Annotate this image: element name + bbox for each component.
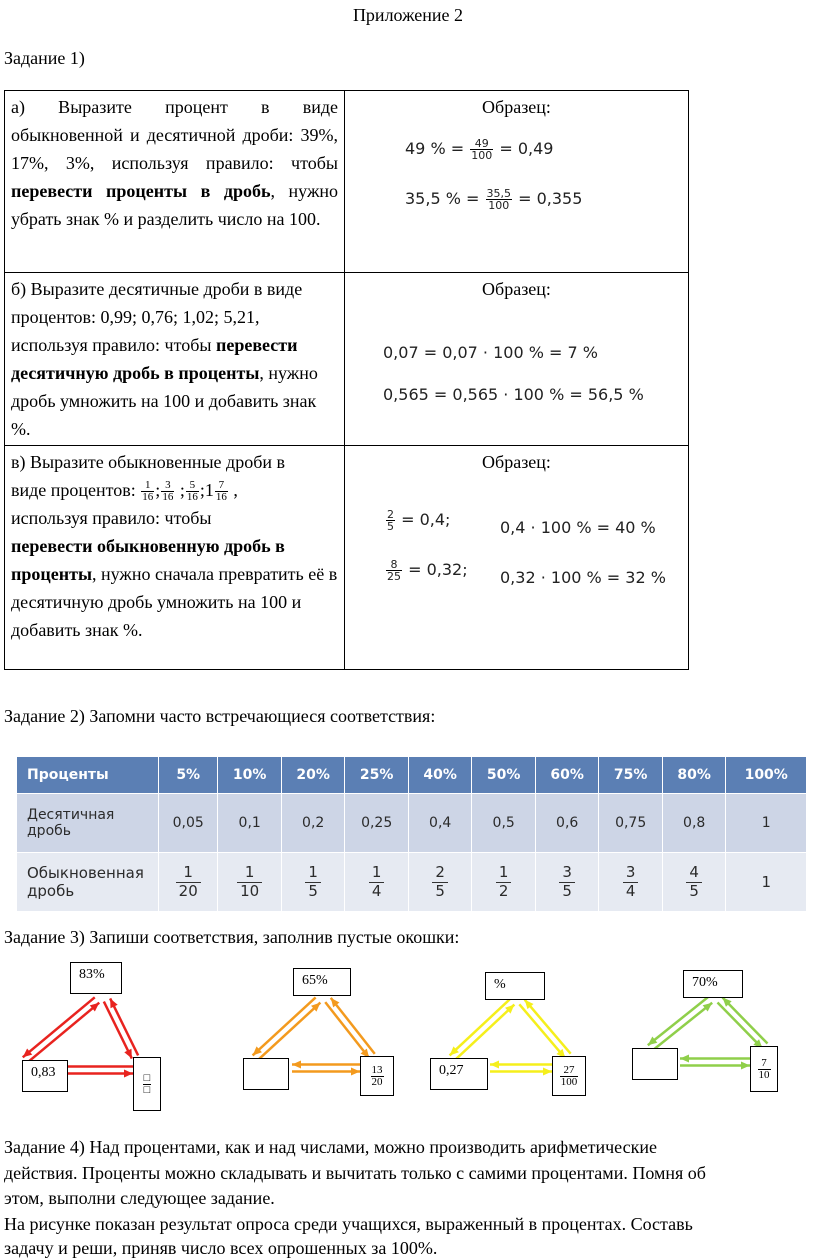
- decimal-row-label: Десятичная дробь: [17, 794, 159, 853]
- fraction-denominator: 10: [240, 881, 260, 900]
- percent-cell: 10%: [218, 757, 282, 794]
- row-c-rule: перевести обыкновенную дробь в проценты: [11, 536, 285, 584]
- percent-box: 65%: [293, 968, 351, 996]
- decimal-cell: 0,1: [218, 794, 282, 853]
- decimal-cell: 0,75: [599, 794, 663, 853]
- fraction-denominator: 16: [162, 491, 174, 504]
- task4-line3: этом, выполни следующее задание.: [4, 1188, 275, 1208]
- arrow-line: [325, 1002, 369, 1058]
- separator: ;: [199, 480, 205, 500]
- fraction-denominator: 16: [215, 491, 227, 504]
- fraction-numerator: 35,5: [486, 187, 511, 200]
- task4-line1: Задание 4) Над процентами, как и над числами, можно производить арифметические: [4, 1137, 657, 1157]
- fraction-denominator: 4: [625, 881, 636, 900]
- fraction-denominator: 25: [387, 570, 401, 583]
- row-a-rule: перевести проценты в дробь: [11, 181, 271, 201]
- separator: ,: [228, 480, 238, 500]
- arrow-line: [525, 1000, 571, 1054]
- arrow-head: [741, 1062, 750, 1070]
- task4-line4: На рисунке показан результат опроса среди учащихся, выраженный в процентах. Составь: [4, 1214, 693, 1234]
- arrow-line: [717, 1002, 762, 1048]
- fraction-numerator: □: [143, 1071, 151, 1084]
- row-b-rule: перевести десятичную дробь в проценты: [11, 335, 298, 383]
- decimal-box: 0,27: [430, 1058, 488, 1090]
- mixed-whole: 1: [204, 480, 214, 500]
- fraction-numerator: 3: [559, 864, 575, 882]
- arrow-line: [723, 998, 768, 1044]
- fraction-box: [133, 1057, 161, 1111]
- sample-eq-0-565: 0,565 = 0,565 · 100 % = 56,5 %: [383, 385, 644, 404]
- fraction-denominator: 20: [371, 1075, 383, 1088]
- decimal-cell: 0,8: [662, 794, 726, 853]
- eq-left: 35,5 % =: [405, 189, 480, 208]
- row-c-tail: , нужно сначала превратить её в десятичную дробь умножить на 100 и добавить знак %.: [11, 564, 338, 640]
- arrow-line: [110, 998, 138, 1055]
- arrow-head: [543, 1068, 552, 1076]
- box-fraction: [143, 1073, 152, 1096]
- percent-cell: 50%: [472, 757, 536, 794]
- arrow-head: [680, 1055, 689, 1063]
- percent-cell: 60%: [535, 757, 599, 794]
- fraction-numerator: 4: [686, 864, 702, 882]
- fraction-denominator: 16: [142, 491, 154, 504]
- fraction-numerator: 49: [470, 138, 493, 150]
- fraction-denominator: 5: [689, 881, 699, 900]
- arrow-head: [351, 1068, 360, 1076]
- sample-eq-0-07: 0,07 = 0,07 · 100 % = 7 %: [383, 343, 598, 362]
- eq-left: 49 % =: [405, 139, 465, 158]
- fraction-box: [750, 1046, 778, 1092]
- task4-line5: задачу и реши, приняв число всех опрошенных за 100%.: [4, 1238, 438, 1258]
- arrow-line: [450, 999, 510, 1055]
- fraction-denominator: 5: [308, 881, 318, 900]
- decimal-cell: 1: [726, 794, 807, 853]
- sample-label: Образец:: [482, 97, 551, 117]
- fraction-numerator: 3: [623, 864, 639, 882]
- percent-box: %: [485, 972, 545, 1000]
- fraction-denominator: 100: [560, 1075, 578, 1088]
- fraction-numerator: 7: [758, 1058, 771, 1070]
- decimal-cell: 0,4: [408, 794, 472, 853]
- arrow-head: [292, 1061, 301, 1069]
- eq-right: = 0,49: [499, 139, 554, 158]
- task2-heading: Задание 2) Запомни часто встречающиеся соответствия:: [4, 706, 436, 726]
- sample-eq-40-percent: 0,4 · 100 % = 40 %: [500, 518, 656, 537]
- sample-eq-32-percent: 0,32 · 100 % = 32 %: [500, 568, 666, 587]
- percent-cell: 25%: [345, 757, 409, 794]
- decimal-cell: 0,05: [159, 794, 218, 853]
- box-fraction: [371, 1065, 384, 1088]
- fraction-numerator: 8: [386, 559, 402, 571]
- eq-mid: = 0,32;: [408, 560, 468, 579]
- box-fraction: [758, 1058, 771, 1081]
- percent-cell: 20%: [281, 757, 345, 794]
- fraction-numerator: 2: [387, 508, 394, 521]
- sample-label: Образец:: [482, 452, 551, 472]
- fraction-numerator: 3: [161, 480, 174, 492]
- percent-cell: 75%: [599, 757, 663, 794]
- fraction-denominator: 2: [498, 881, 509, 900]
- row-a-tail: , нужно убрать знак % и разделить число на 100.: [11, 181, 339, 229]
- arrow-line: [257, 1003, 320, 1061]
- row-c-line1: в) Выразите обыкновенные дроби в: [11, 452, 285, 472]
- decimal-cell: 0,25: [345, 794, 409, 853]
- fraction-numerator: 27: [560, 1065, 579, 1077]
- separator: ;: [155, 480, 161, 500]
- percent-cell: 80%: [662, 757, 726, 794]
- fraction-row-label: Обыкновенная дробь: [17, 853, 159, 912]
- fraction-numerator: 1: [237, 864, 262, 882]
- decimal-cell: 0,2: [281, 794, 345, 853]
- percent-cell: 100%: [726, 757, 807, 794]
- fraction-numerator: 1: [176, 864, 201, 882]
- fraction-numerator: 5: [186, 480, 199, 492]
- arrow-line: [454, 1005, 514, 1061]
- arrow-line: [331, 998, 375, 1054]
- percent-row-label: Проценты: [17, 757, 159, 794]
- decimal-cell: 0,5: [472, 794, 536, 853]
- task1-heading: Задание 1): [4, 48, 85, 68]
- separator: ;: [175, 480, 185, 500]
- fraction-denominator: 5: [387, 520, 394, 533]
- arrow-line: [23, 997, 95, 1057]
- decimal-box: [243, 1058, 289, 1090]
- percent-box: 70%: [683, 970, 743, 998]
- decimal-box: [632, 1048, 678, 1080]
- fraction-numerator: 1: [496, 864, 512, 882]
- fraction-cell: 1: [726, 853, 807, 912]
- fraction-denominator: 16: [186, 491, 198, 504]
- task3-heading: Задание 3) Запиши соответствия, заполнив пустые окошки:: [4, 927, 460, 947]
- row-a-text: а) Выразите процент в виде обыкновенной и десятичной дроби: 39%, 17%, 3%, используя правило: чтобы: [11, 97, 338, 173]
- decimal-box: 0,83: [22, 1060, 68, 1092]
- fraction-numerator: 1: [141, 480, 154, 492]
- percent-box: 83%: [70, 962, 122, 994]
- appendix-title: Приложение 2: [352, 5, 464, 25]
- fraction-denominator: 5: [562, 881, 572, 900]
- arrow-line: [27, 1003, 99, 1063]
- box-fraction: [560, 1065, 579, 1088]
- fraction-denominator: 100: [471, 149, 493, 162]
- row-b-text: б) Выразите десятичные дроби в виде процентов: 0,99; 0,76; 1,02; 5,21, используя правило: чтобы: [11, 279, 303, 355]
- row-b-tail: , нужно дробь умножить на 100 и добавить знак %.: [11, 363, 318, 439]
- fraction-denominator: 10: [758, 1068, 770, 1081]
- decimal-cell: 0,6: [535, 794, 599, 853]
- fraction-numerator: 13: [371, 1063, 383, 1076]
- sample-label: Образец:: [482, 279, 551, 299]
- task4-line2: действия. Проценты можно складывать и вычитать только с самими процентами. Помня об: [4, 1163, 706, 1183]
- fraction-numerator: 7: [215, 480, 228, 492]
- arrow-line: [652, 1003, 712, 1051]
- arrow-line: [648, 997, 708, 1045]
- arrow-head: [490, 1061, 499, 1069]
- fraction-box: [360, 1056, 394, 1096]
- percent-cell: 5%: [159, 757, 218, 794]
- eq-mid: = 0,4;: [401, 510, 451, 529]
- row-c-line3: используя правило: чтобы: [11, 508, 212, 528]
- arrow-line: [253, 997, 316, 1055]
- arrow-head: [124, 1070, 133, 1078]
- arrow-line: [519, 1004, 565, 1058]
- fraction-denominator: 4: [371, 881, 382, 900]
- arrow-line: [104, 1002, 132, 1059]
- fraction-numerator: 2: [432, 864, 448, 882]
- fraction-box: [552, 1056, 586, 1096]
- percent-cell: 40%: [408, 757, 472, 794]
- fraction-denominator: 5: [435, 881, 445, 900]
- row-c-prefix: виде процентов:: [11, 480, 136, 500]
- fraction-denominator: 20: [178, 881, 198, 900]
- fraction-numerator: 1: [369, 864, 385, 882]
- fraction-denominator: 100: [488, 199, 510, 212]
- eq-right: = 0,355: [518, 189, 583, 208]
- fraction-numerator: 1: [305, 864, 321, 882]
- fraction-denominator: □: [143, 1083, 151, 1096]
